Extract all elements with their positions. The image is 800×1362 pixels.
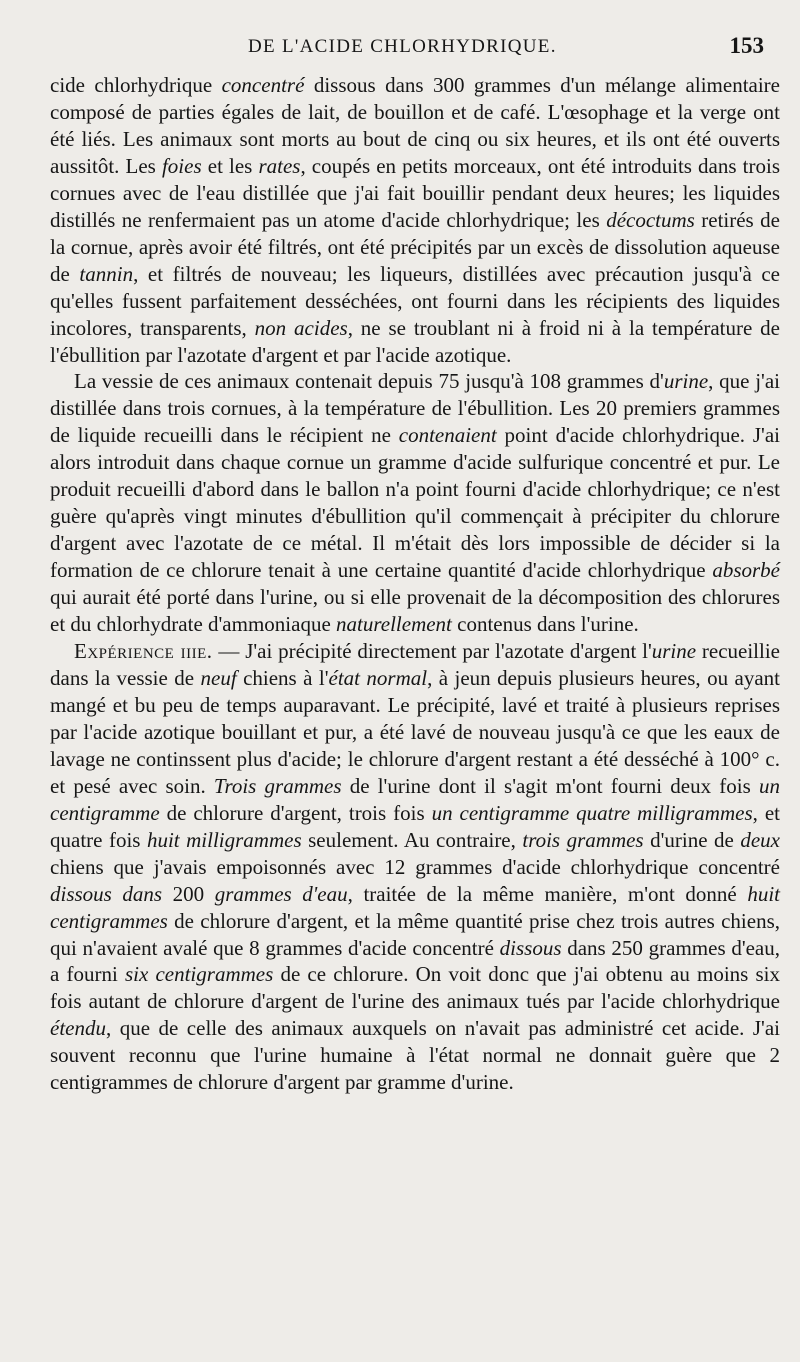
paragraph-1 bbox=[50, 72, 780, 368]
italic-run: dissous dans bbox=[50, 881, 163, 906]
paragraph-2 bbox=[50, 368, 780, 638]
italic-run: rates bbox=[258, 153, 301, 178]
italic-run: urine bbox=[663, 369, 709, 394]
italic-run: concentré bbox=[221, 73, 305, 97]
italic-run: absorbé bbox=[712, 558, 780, 583]
italic-run: état normal bbox=[328, 665, 428, 690]
text-run: chiens que j'avais empoisonnés avec 12 grammes d'acide chlorhydrique concentré bbox=[50, 854, 780, 879]
text-run: recueillie dans la vessie de bbox=[50, 639, 781, 690]
text-run: de chlorure d'argent, trois fois bbox=[159, 800, 432, 825]
text-run: retirés de la cornue, après avoir été filtrés, ont été précipités par un excès de dissolution aqueuse de bbox=[50, 207, 780, 286]
text-run: d'urine de bbox=[643, 827, 741, 852]
italic-run: contenaient bbox=[398, 423, 497, 448]
text-run: de chlorure d'argent, et la même quantité prise chez trois autres chiens, qui n'avaient avalé que 8 grammes d'acide concentré bbox=[50, 908, 780, 960]
italic-run: grammes d'eau bbox=[214, 881, 348, 906]
text-run: La vessie de ces animaux contenait depuis 75 jusqu'à 108 grammes d' bbox=[74, 369, 664, 394]
italic-run: trois grammes bbox=[522, 827, 644, 852]
paragraph-3 bbox=[50, 638, 780, 1096]
italic-run: Trois grammes bbox=[213, 773, 342, 798]
text-run: , et quatre fois bbox=[50, 800, 780, 852]
text-run: , que de celle des animaux auxquels on n'avait pas administré cet acide. J'ai souvent reconnu que l'urine humaine à l'état normal ne donnait guère que 2 centigrammes de chlorure d'argent par gramme d'urine. bbox=[50, 1016, 780, 1095]
italic-run: un centigramme bbox=[50, 773, 780, 825]
text-run: — J'ai précipité directement par l'azotate d'argent l' bbox=[212, 639, 652, 664]
italic-run: huit milligrammes bbox=[146, 827, 302, 852]
running-title: DE L'ACIDE CHLORHYDRIQUE. bbox=[248, 36, 557, 57]
italic-run: un centigramme quatre milligrammes bbox=[431, 800, 753, 825]
text-run: , à jeun depuis plusieurs heures, ou ayant mangé et bu peu de temps auparavant. Le précipité, lavé et traité à plusieurs reprises par l'acide azotique bouillant et pur, a été lavé de nouveau jusqu'à ce que les eaux de lavage ne continssent plus d'acide; le chlorure d'argent restant a été desséché à 100° c. et pesé avec soin. bbox=[50, 665, 780, 798]
text-run: et les bbox=[201, 153, 259, 178]
italic-run: six centigrammes bbox=[124, 962, 274, 987]
italic-run: dissous bbox=[499, 935, 562, 960]
italic-run: naturellement bbox=[336, 612, 452, 637]
page-header bbox=[0, 33, 800, 68]
text-run: , traitée de la même manière, m'ont donné bbox=[347, 881, 748, 906]
italic-run: étendu bbox=[50, 1016, 106, 1041]
text-run: contenus dans l'urine. bbox=[451, 612, 639, 637]
text-run: dans 250 grammes d'eau, a fourni bbox=[50, 935, 780, 987]
text-run: cide chlorhydrique bbox=[50, 73, 222, 97]
body-text bbox=[50, 72, 780, 1096]
text-run: dissous dans 300 grammes d'un mélange alimentaire composé de parties égales de lait, de bouillon et de café. L'œsophage et la verge ont été liés. Les animaux sont morts au bout de cinq ou six heures, et ils ont été ouverts aussitôt. Les bbox=[50, 73, 780, 178]
text-run: de ce chlorure. On voit donc que j'ai obtenu au moins six fois autant de chlorure d'argent de l'urine des animaux tués par l'acide chlorhydrique bbox=[50, 962, 780, 1014]
italic-run: foies bbox=[161, 153, 202, 178]
italic-run: neuf bbox=[200, 665, 237, 690]
experiment-label: Expérience iiie. bbox=[74, 639, 213, 664]
text-run: point d'acide chlorhydrique. J'ai alors introduit dans chaque cornue un gramme d'acide sulfurique concentré et pur. Le produit recueilli d'abord dans le ballon n'a point fourni d'acide chlorhydrique; ce n'est guère qu'après vingt minutes d'ébullition qu'il commençait à précipiter du chlorure d'argent avec l'azotate de ce métal. Il m'était dès lors impossible de décider si la formation de ce chlorure tenait à une certaine quantité d'acide chlorhydrique bbox=[50, 423, 780, 583]
text-run: seulement. Au contraire, bbox=[301, 827, 523, 852]
italic-run: tannin bbox=[79, 261, 134, 286]
text-run: qui aurait été porté dans l'urine, ou si elle provenait de la décomposition des chlorures et du chlorhydrate d'ammoniaque bbox=[50, 585, 780, 637]
italic-run: deux bbox=[740, 827, 780, 852]
text-run: , que j'ai distillée dans trois cornues, à la température de l'ébullition. Les 20 premiers grammes de liquide recueilli dans le récipient ne bbox=[50, 369, 780, 448]
text-run: , coupés en petits morceaux, ont été introduits dans trois cornues avec de l'eau distillée que j'ai fait bouillir pendant deux heures; les liquides distillés ne renfermaient pas un atome d'acide chlorhydrique; les bbox=[50, 153, 780, 232]
text-run: de l'urine dont il s'agit m'ont fourni deux fois bbox=[341, 773, 759, 798]
italic-run: non acides bbox=[254, 315, 348, 340]
text-run: 200 bbox=[162, 881, 215, 906]
italic-run: huit centigrammes bbox=[50, 881, 780, 933]
page-number: 153 bbox=[729, 33, 764, 58]
italic-run: décoctums bbox=[606, 207, 695, 232]
text-run: chiens à l' bbox=[236, 665, 329, 690]
italic-run: urine bbox=[651, 639, 697, 664]
text-run: , et filtrés de nouveau; les liqueurs, distillées avec précaution jusqu'à ce qu'elles fussent parfaitement desséchées, ont fourni dans les récipients des liquides incolores, transparents, bbox=[50, 261, 780, 340]
text-run: , ne se troublant ni à froid ni à la température de l'ébullition par l'azotate d'argent et par l'acide azotique. bbox=[50, 315, 780, 367]
